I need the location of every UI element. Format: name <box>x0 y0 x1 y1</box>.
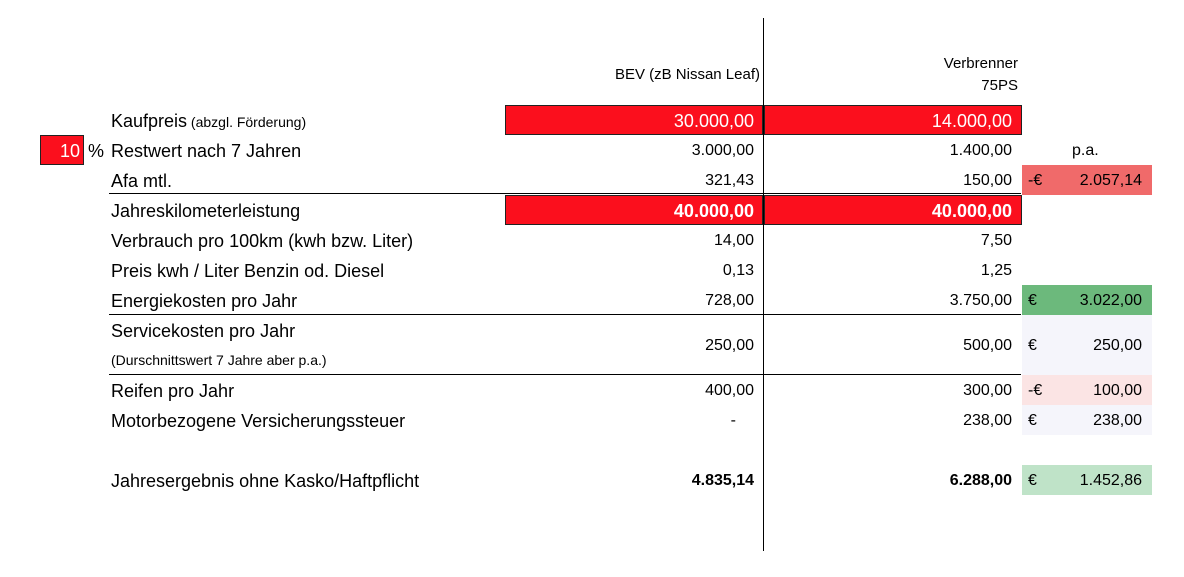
ergebnis-label: Jahresergebnis ohne Kasko/Haftpflicht <box>111 471 420 491</box>
steuer-bev: - <box>730 412 736 429</box>
restwert-pct-value[interactable]: 10 <box>59 141 80 161</box>
kaufpreis-ice[interactable]: 14.000,00 <box>931 111 1012 131</box>
preis-bev: 0,13 <box>722 262 754 279</box>
column-divider <box>763 18 764 551</box>
reifen-euro: -€ <box>1028 382 1043 399</box>
ergebnis-ice: 6.288,00 <box>949 472 1012 489</box>
header-ice-line1: Verbrenner <box>943 55 1018 72</box>
header-ice-line2: 75PS <box>981 77 1018 94</box>
restwert-label: Restwert nach 7 Jahren <box>111 141 302 161</box>
afa-bev: 321,43 <box>705 172 754 189</box>
kaufpreis-label <box>111 111 306 132</box>
reifen-bev: 400,00 <box>705 382 754 399</box>
km-ice[interactable]: 40.000,00 <box>931 201 1012 221</box>
restwert-bev: 3.000,00 <box>691 142 754 159</box>
header-bev: BEV (zB Nissan Leaf) <box>614 66 760 83</box>
preis-label: Preis kwh / Liter Benzin od. Diesel <box>111 261 385 281</box>
reifen-ice: 300,00 <box>963 382 1012 399</box>
service-note: (Durschnittswert 7 Jahre aber p.a.) <box>111 352 327 368</box>
steuer-ice: 238,00 <box>963 412 1012 429</box>
kaufpreis-label-text: Kaufpreis <box>111 111 188 131</box>
service-bev: 250,00 <box>705 337 754 354</box>
preis-ice: 1,25 <box>980 262 1012 279</box>
km-label: Jahreskilometerleistung <box>111 201 301 221</box>
reifen-label: Reifen pro Jahr <box>111 381 235 401</box>
kaufpreis-note: (abzgl. Förderung) <box>187 114 307 130</box>
steuer-diff: 238,00 <box>1093 412 1142 429</box>
energie-bev: 728,00 <box>705 292 754 309</box>
energie-diff: 3.022,00 <box>1079 292 1142 309</box>
verbrauch-label: Verbrauch pro 100km (kwh bzw. Liter) <box>111 231 414 251</box>
restwert-ice: 1.400,00 <box>949 142 1012 159</box>
kaufpreis-bev[interactable]: 30.000,00 <box>673 111 754 131</box>
verbrauch-bev: 14,00 <box>713 232 754 249</box>
afa-euro: -€ <box>1028 172 1043 189</box>
pct-sign: % <box>88 141 105 161</box>
service-label: Servicekosten pro Jahr <box>111 321 296 341</box>
ergebnis-diff: 1.452,86 <box>1079 472 1142 489</box>
service-ice: 500,00 <box>963 337 1012 354</box>
steuer-label: Motorbezogene Versicherungssteuer <box>111 411 406 431</box>
reifen-diff: 100,00 <box>1093 382 1142 399</box>
steuer-euro: € <box>1028 412 1037 429</box>
ergebnis-euro: € <box>1028 472 1037 489</box>
verbrauch-ice: 7,50 <box>980 232 1012 249</box>
km-bev[interactable]: 40.000,00 <box>673 201 754 221</box>
header-pa: p.a. <box>1072 142 1099 159</box>
energie-euro: € <box>1028 292 1037 309</box>
energie-ice: 3.750,00 <box>949 292 1012 309</box>
row-divider-1 <box>109 193 1021 194</box>
row-divider-2 <box>109 314 1021 315</box>
row-divider-3 <box>109 374 1021 375</box>
service-diff: 250,00 <box>1093 337 1142 354</box>
afa-ice: 150,00 <box>963 172 1012 189</box>
afa-label: Afa mtl. <box>111 171 173 191</box>
afa-diff: 2.057,14 <box>1079 172 1142 189</box>
service-euro: € <box>1028 337 1037 354</box>
ergebnis-bev: 4.835,14 <box>691 472 754 489</box>
energie-label: Energiekosten pro Jahr <box>111 291 298 311</box>
